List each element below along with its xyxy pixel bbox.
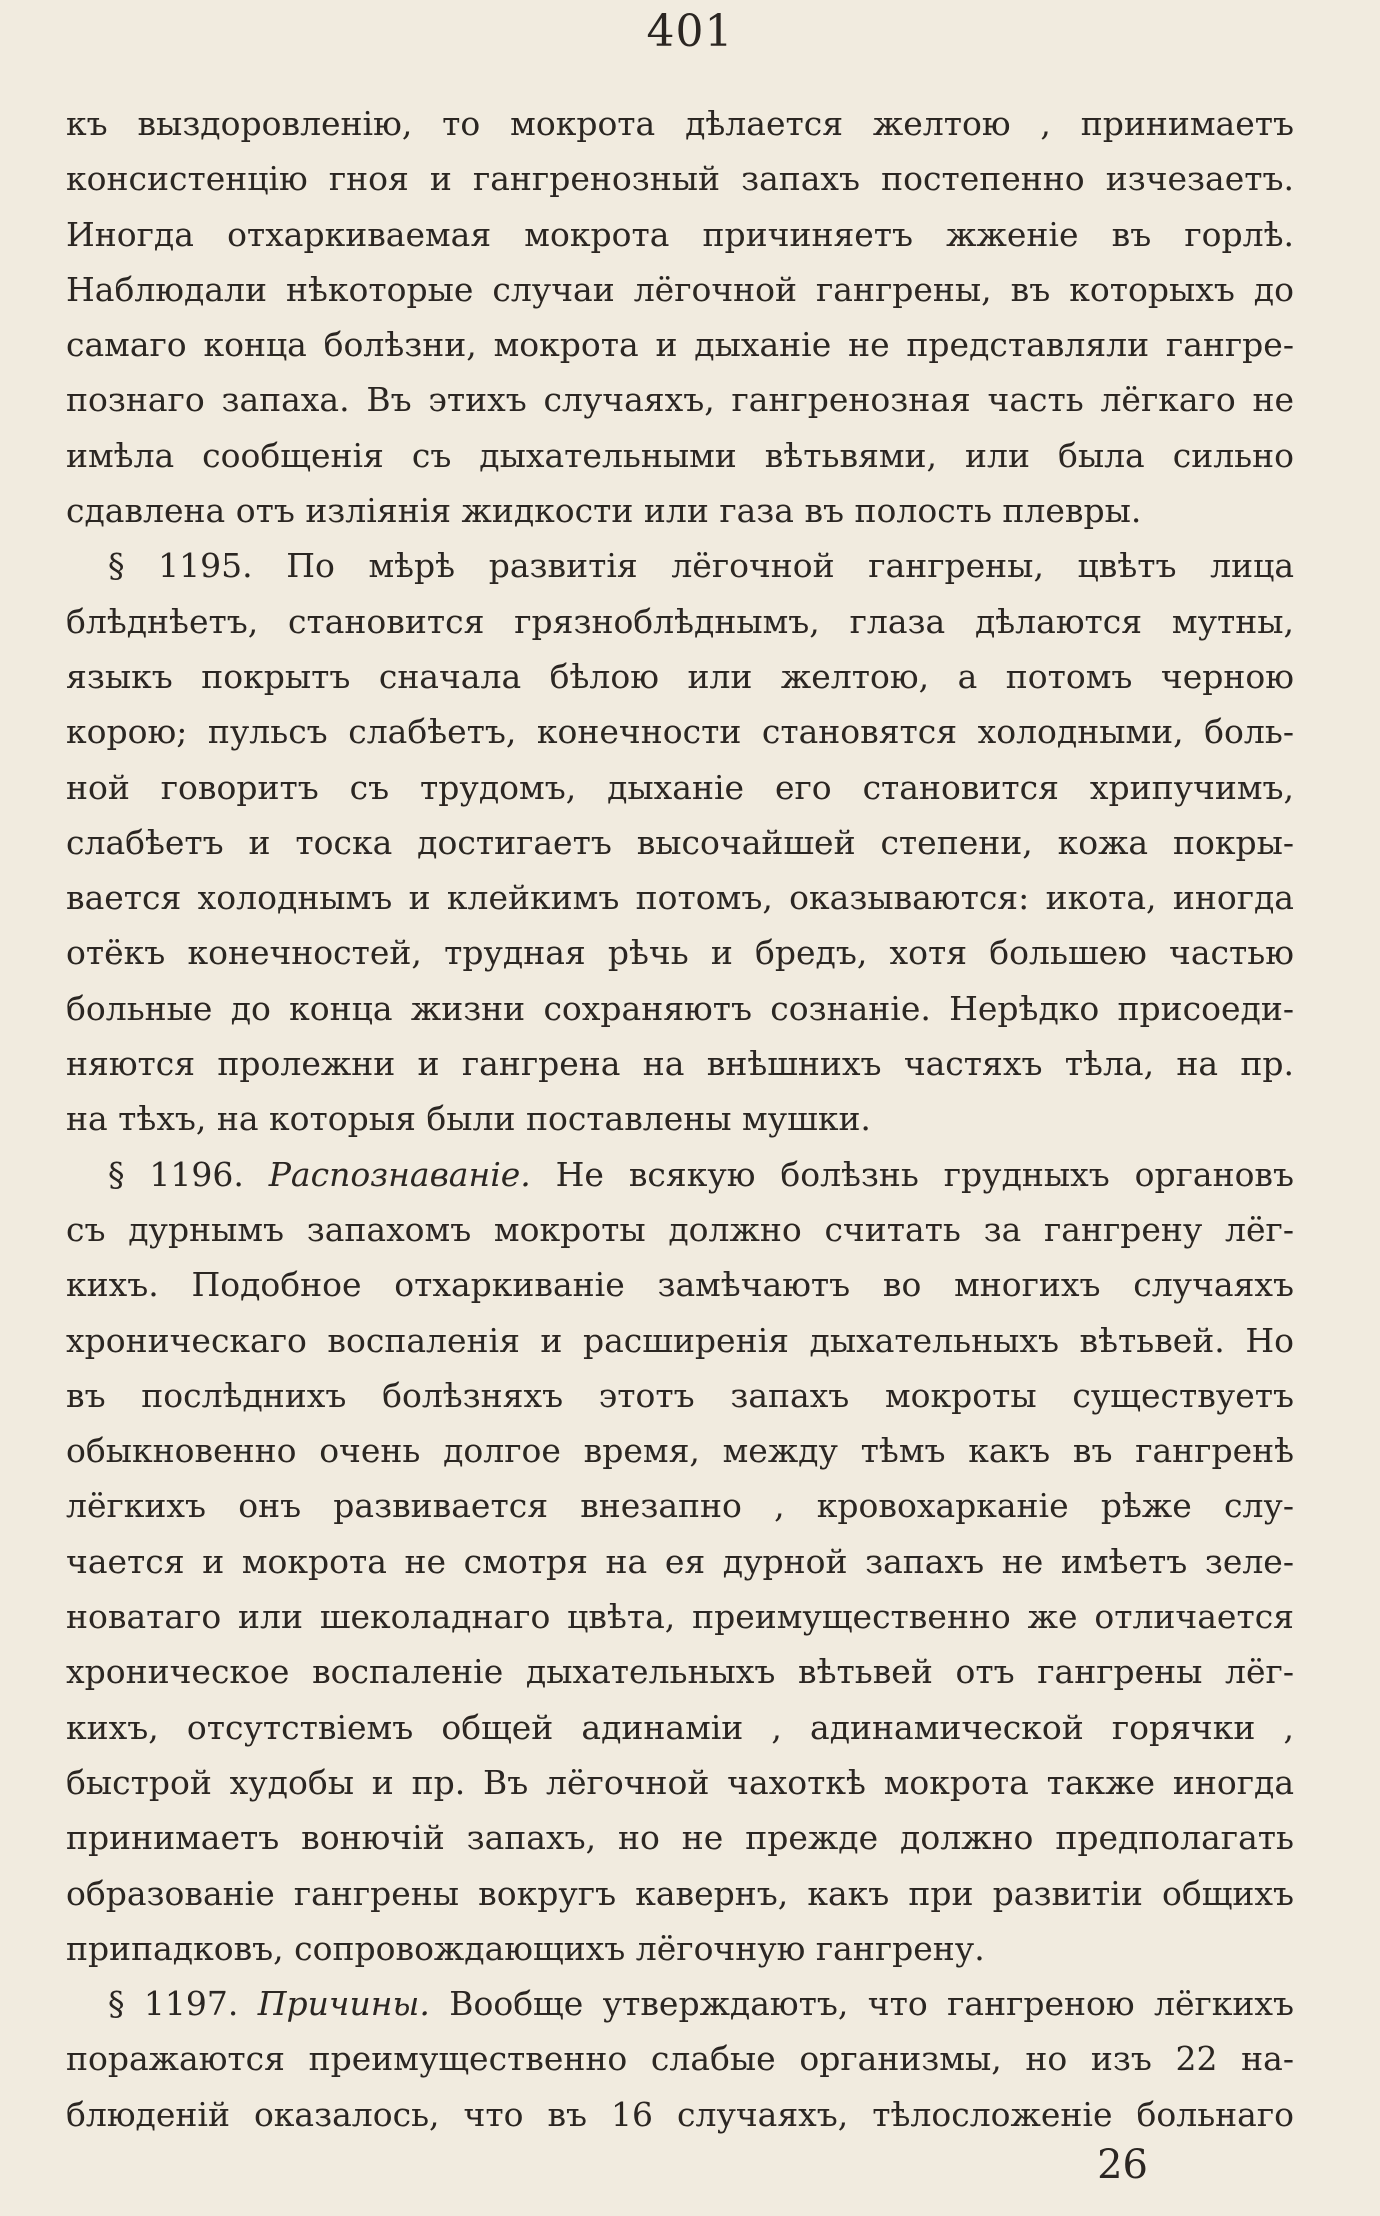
text-line: кихъ, отсутствіемъ общей адинаміи , адинамической горячки , [66,1707,1294,1747]
text-line: самаго конца болѣзни, мокрота и дыханіе не представляли гангре- [66,325,1294,365]
section-heading: Причины. [257,1984,430,2024]
text-line: Иногда отхаркиваемая мокрота причиняетъ жженіе въ горлѣ. [66,214,1294,254]
text-line: къ выздоровленію, то мокрота дѣлается желтою , принимаетъ [66,104,1294,143]
paragraph-start-line: § 1195. По мѣрѣ развитія лёгочной гангрены, цвѣтъ лица [108,546,1294,586]
signature-mark: 26 [1097,2142,1148,2188]
text-line: консистенцію гноя и гангренозный запахъ постепенно изчезаетъ. [66,159,1294,199]
text-line: новатаго или шеколаднаго цвѣта, преимущественно же отличается [66,1597,1294,1637]
section-heading: Распознаваніе. [268,1154,531,1194]
paragraph-start-line [66,1976,1294,2031]
text-line: хроническаго воспаленія и расширенія дыхательныхъ вѣтьвей. Но [66,1320,1294,1360]
text-line: припадковъ, сопровождающихъ лёгочную гангрену. [66,1928,985,1968]
text-line: кихъ. Подобное отхаркиваніе замѣчаютъ во многихъ случаяхъ [66,1265,1294,1305]
text-line: познаго запаха. Въ этихъ случаяхъ, гангренозная часть лёгкаго не [66,380,1294,420]
body-text [66,96,1294,2142]
section-number: § 1197. [108,1984,258,2024]
text-line: вается холоднымъ и клейкимъ потомъ, оказываются: икота, иногда [66,878,1294,918]
section-number: § 1196. [108,1154,269,1194]
line-text: Вообще утверждаютъ, что гангреною лёгкихъ [429,1984,1294,2024]
text-line: отёкъ конечностей, трудная рѣчь и бредъ, хотя большею частью [66,933,1294,973]
text-line: няются пролежни и гангрена на внѣшнихъ частяхъ тѣла, на пр. [66,1044,1294,1084]
text-line: имѣла сообщенія съ дыхательными вѣтьвями, или была сильно [66,435,1294,475]
text-line: языкъ покрытъ сначала бѣлою или желтою, а потомъ черною [66,656,1294,696]
paragraph-start-line [66,1147,1294,1202]
text-line: обыкновенно очень долгое время, между тѣмъ какъ въ гангренѣ [66,1431,1294,1471]
line-text: Не всякую болѣзнь грудныхъ органовъ [530,1154,1294,1194]
text-line: корою; пульсъ слабѣетъ, конечности становятся холодными, боль- [66,712,1294,752]
text-line: принимаетъ вонючій запахъ, но не прежде должно предполагать [66,1818,1294,1858]
text-line: образованіе гангрены вокругъ кавернъ, какъ при развитіи общихъ [66,1873,1294,1913]
text-line: быстрой худобы и пр. Въ лёгочной чахоткѣ мокрота также иногда [66,1762,1294,1802]
text-line: поражаются преимущественно слабые организмы, но изъ 22 на- [66,2039,1294,2079]
text-line: блѣднѣетъ, становится грязноблѣднымъ, глаза дѣлаются мутны, [66,601,1294,641]
text-line: больные до конца жизни сохраняютъ сознаніе. Нерѣдко присоеди- [66,988,1294,1028]
text-line: лёгкихъ онъ развивается внезапно , кровохарканіе рѣже слу- [66,1486,1294,1526]
text-line: чается и мокрота не смотря на ея дурной запахъ не имѣетъ зеле- [66,1541,1294,1581]
page-number: 401 [646,6,734,57]
text-line: съ дурнымъ запахомъ мокроты должно считать за гангрену лёг- [66,1209,1294,1249]
text-line: на тѣхъ, на которыя были поставлены мушки. [66,1099,871,1139]
text-line: ной говоритъ съ трудомъ, дыханіе его становится хрипучимъ, [66,767,1294,807]
text-line: въ послѣднихъ болѣзняхъ этотъ запахъ мокроты существуетъ [66,1375,1294,1415]
text-line: Наблюдали нѣкоторые случаи лёгочной гангрены, въ которыхъ до [66,269,1294,309]
text-line: слабѣетъ и тоска достигаетъ высочайшей степени, кожа покры- [66,822,1294,862]
text-line: блюденій оказалось, что въ 16 случаяхъ, тѣлосложеніе больнаго [66,2094,1294,2134]
text-line: хроническое воспаленіе дыхательныхъ вѣтьвей отъ гангрены лёг- [66,1652,1294,1692]
text-line: сдавлена отъ изліянія жидкости или газа въ полость плевры. [66,491,1142,531]
